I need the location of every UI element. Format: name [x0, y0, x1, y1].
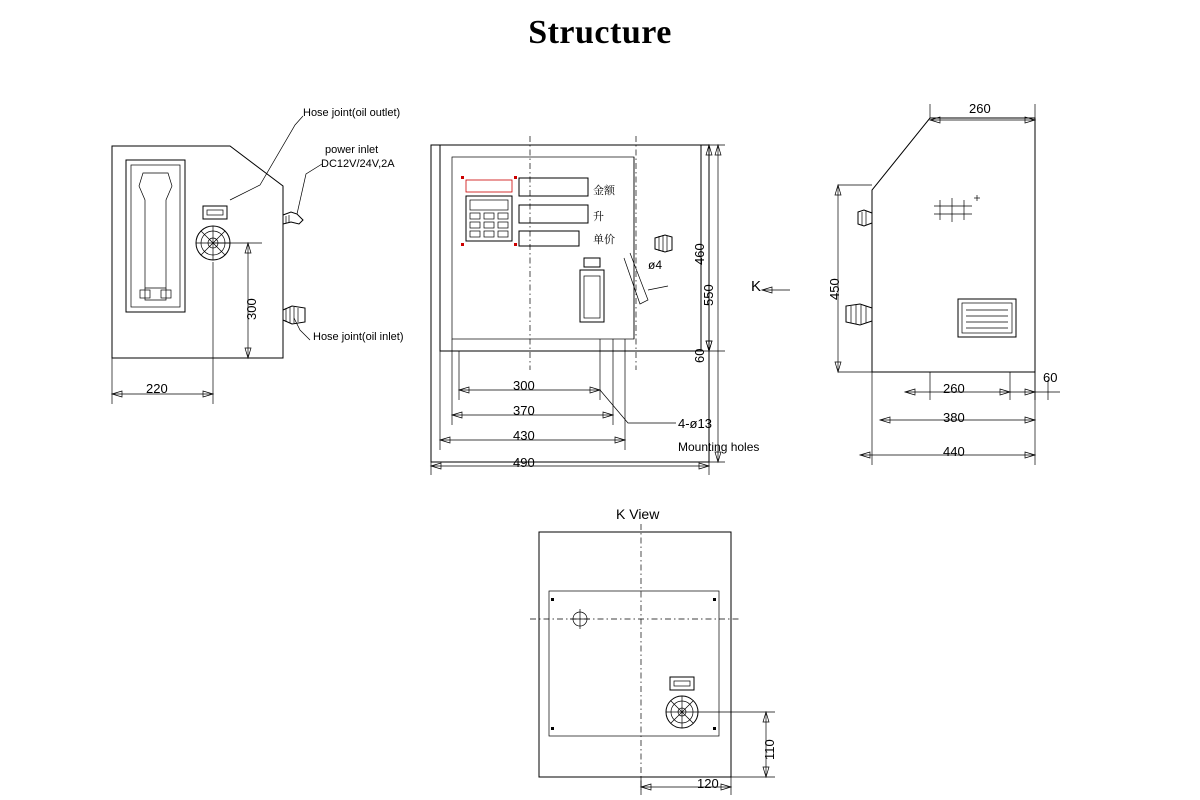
- callout-hole-dia-4: ø4: [648, 258, 663, 272]
- callout-power-inlet: power inlet: [325, 144, 379, 156]
- dim-right-440: 440: [943, 444, 965, 459]
- dim-k-110: 110: [762, 739, 777, 760]
- callout-hose-joint-oil-outlet: Hose joint(oil outlet): [303, 107, 401, 119]
- dim-right-260-bottom: 260: [943, 381, 965, 396]
- dim-front-460: 460: [692, 243, 707, 265]
- callout-hose-joint-oil-inlet: Hose joint(oil inlet): [313, 331, 404, 343]
- dim-front-430: 430: [513, 428, 535, 443]
- side-view-group: [112, 116, 322, 404]
- panel-label-unit-price: 单价: [593, 233, 615, 246]
- callout-mounting-holes-spec: 4-ø13: [678, 416, 712, 431]
- dim-side-width: 220: [146, 381, 168, 396]
- dim-k-120: 120: [697, 776, 719, 791]
- dim-front-60: 60: [692, 348, 707, 363]
- section-mark-k: K: [751, 278, 762, 295]
- panel-label-amount: 金额: [593, 184, 615, 197]
- dim-right-260-top: 260: [969, 101, 991, 116]
- dim-side-height-300: 300: [244, 298, 259, 320]
- dim-front-490: 490: [513, 455, 535, 470]
- dim-front-550: 550: [701, 284, 716, 306]
- right-view-group: [762, 104, 1060, 465]
- dim-right-380: 380: [943, 410, 965, 425]
- callout-mounting-holes-label: Mounting holes: [678, 440, 760, 454]
- k-view-group: [530, 524, 775, 795]
- k-view-title: K View: [616, 506, 660, 522]
- dim-front-300: 300: [513, 378, 535, 393]
- dim-front-370: 370: [513, 403, 535, 418]
- dim-right-60: 60: [1043, 370, 1058, 385]
- dim-right-450: 450: [827, 278, 842, 300]
- page-title: Structure: [528, 14, 672, 51]
- panel-label-liters: 升: [593, 210, 604, 223]
- callout-power-spec: DC12V/24V,2A: [321, 158, 395, 170]
